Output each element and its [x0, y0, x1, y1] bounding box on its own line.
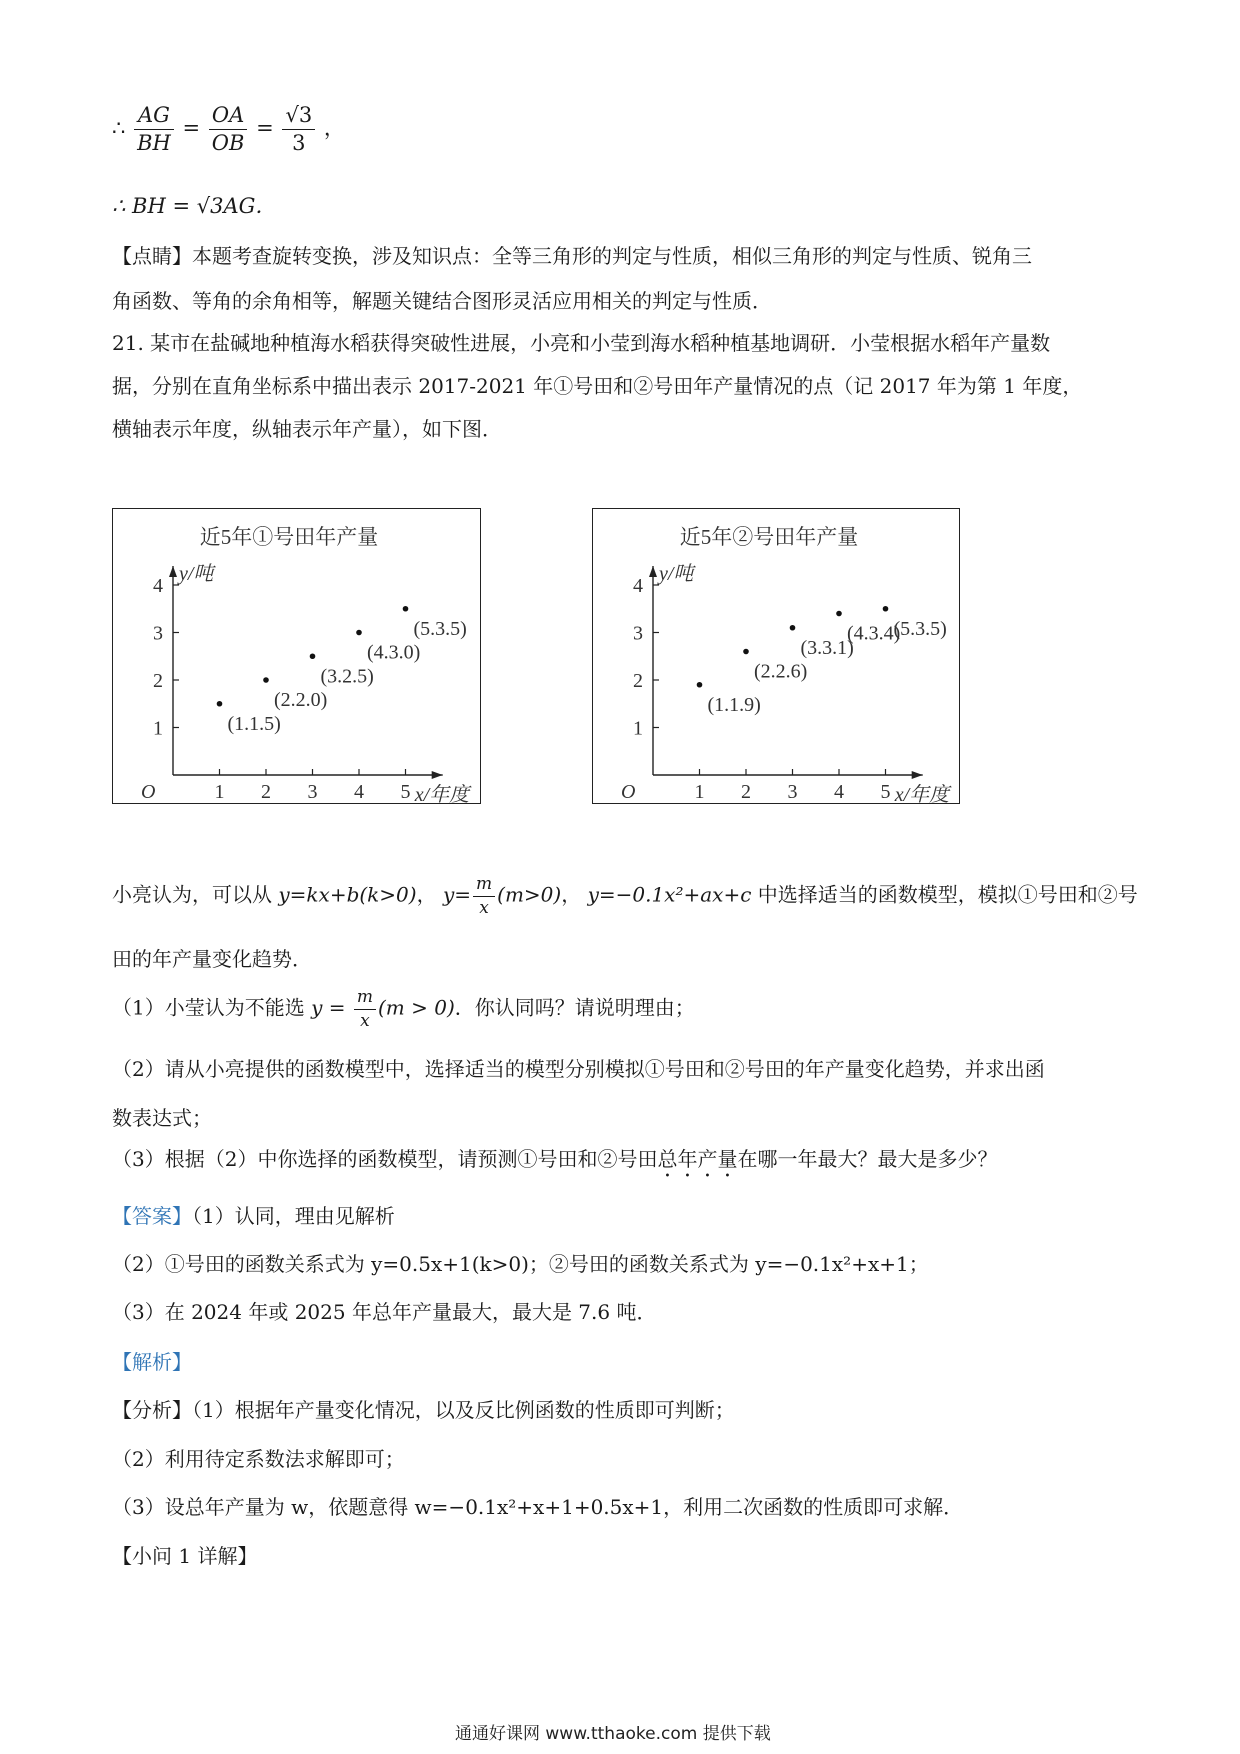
data-point-label: (5.3.5)	[893, 617, 947, 640]
emphasized-text: 总年产量	[657, 1147, 738, 1171]
y-tick-label: 3	[153, 622, 163, 645]
y-axis-label: y/吨	[659, 563, 694, 585]
question-line-2: 据，分别在直角坐标系中描出表示 2017-2021 年①号田和②号田年产量情况的点（记 2017 年为第 1 年度，	[112, 374, 1083, 398]
subquestion-1: （1）小莹认为不能选 y = $\frac{m}{x}$ (m > 0)．你认同吗？请说明理由；	[112, 987, 695, 1031]
model-linear: y=kx+b(k>0)	[278, 882, 417, 907]
y-tick-label: 2	[633, 670, 643, 692]
question-line-1: 21. 某市在盐碱地种植海水稻获得突破性进展，小亮和小莹到海水稻种植基地调研．小莹根据水稻年产量数	[112, 331, 1051, 355]
x-tick-label: 1	[694, 781, 705, 803]
answer-line-1: 【答案】（1）认同，理由见解析	[112, 1204, 395, 1228]
data-point-label: (3.2.5)	[320, 665, 374, 688]
data-point-label: (2.2.0)	[274, 689, 328, 711]
therefore-symbol: ∴	[112, 116, 126, 141]
data-point	[217, 701, 223, 707]
y-tick-label: 4	[153, 575, 163, 597]
models-line-2: 田的年产量变化趋势．	[112, 947, 312, 971]
x-tick-label: 3	[787, 781, 798, 803]
x-tick-label: 2	[261, 781, 271, 803]
model-quadratic: y=−0.1x²+ax+c	[587, 882, 752, 907]
data-point	[883, 606, 889, 612]
x-tick-label: 5	[880, 781, 891, 803]
data-point-label: (1.1.5)	[227, 712, 281, 735]
y-tick-label: 1	[633, 717, 643, 740]
answer-line-2: （2）①号田的函数关系式为 y=0.5x+1(k>0)；②号田的函数关系式为 y=−0.1x²+x+1；	[112, 1252, 929, 1276]
data-point-label: (2.2.6)	[754, 660, 808, 683]
fraction-oa-ob: $\frac{OA}{OB}$	[209, 104, 248, 155]
data-point	[836, 611, 842, 617]
y-tick-label: 2	[153, 670, 163, 692]
origin-label: O	[621, 781, 636, 803]
y-axis-arrow	[169, 566, 177, 577]
chart-field-2-svg	[593, 509, 959, 803]
answer-tag: 【答案】	[112, 1204, 192, 1228]
dianjing-tag: 【点睛】	[112, 244, 192, 268]
x-tick-label: 4	[354, 781, 364, 803]
x-axis-label: x/年度	[894, 784, 950, 803]
dianjing-line-1: 【点睛】本题考查旋转变换，涉及知识点：全等三角形的判定与性质，相似三角形的判定与性质、锐角三	[112, 244, 1032, 268]
page-footer: 通通好课网 www.tthaoke.com 提供下载	[455, 1724, 771, 1744]
data-point	[790, 625, 796, 631]
chart-field-1	[112, 508, 481, 804]
y-axis-arrow	[649, 566, 657, 577]
detail-heading: 【小问 1 详解】	[112, 1544, 258, 1568]
answer-line-3: （3）在 2024 年或 2025 年总年产量最大，最大是 7.6 吨．	[112, 1300, 657, 1324]
subquestion-3: （3）根据（2）中你选择的函数模型，请预测①号田和②号田总年产量在哪一年最大？最大是多少？	[112, 1147, 998, 1171]
data-point-label: (5.3.5)	[413, 617, 467, 640]
data-point	[356, 630, 362, 636]
q1-fraction: $\frac{m}{x}$	[354, 988, 376, 1030]
y-axis-label: y/吨	[179, 563, 214, 585]
question-line-3: 横轴表示年度，纵轴表示年产量），如下图．	[112, 417, 502, 441]
subquestion-2-line-1: （2）请从小亮提供的函数模型中，选择适当的模型分别模拟①号田和②号田的年产量变化趋势，并求出函	[112, 1057, 1045, 1081]
data-point-label: (4.3.0)	[367, 641, 421, 664]
fraction-ag-bh: $\frac{AG}{BH}$	[134, 104, 174, 155]
models-line-1: 小亮认为，可以从 y=kx+b(k>0)， y= $\frac{m}{x}$ (m>0)， y=−0.1x²+ax+c 中选择适当的函数模型，模拟①号田和②号	[112, 874, 1138, 918]
x-tick-label: 3	[307, 781, 318, 803]
x-axis-label: x/年度	[414, 784, 470, 803]
data-point-label: (4.3.4)	[847, 622, 901, 645]
data-point-label: (3.3.1)	[800, 636, 854, 659]
chart-title: 近5年①号田年产量	[199, 525, 379, 549]
x-tick-label: 4	[834, 781, 844, 803]
y-tick-label: 3	[633, 622, 643, 645]
analysis-tag: 【解析】	[112, 1350, 192, 1374]
x-tick-label: 2	[741, 781, 751, 803]
subquestion-2-line-2: 数表达式；	[112, 1106, 212, 1130]
x-tick-label: 5	[400, 781, 411, 803]
y-tick-label: 1	[153, 717, 163, 740]
chart-title: 近5年②号田年产量	[679, 525, 859, 549]
data-point-label: (1.1.9)	[707, 693, 761, 716]
chart-field-2	[592, 508, 960, 804]
x-axis-arrow	[912, 771, 923, 779]
proof-ratio-line: ∴ $\frac{AG}{BH}$ = $\frac{OA}{OB}$ = $\frac{√3}{3}$ ，	[112, 103, 345, 156]
dianjing-line-2: 角函数、等角的余角相等，解题关键结合图形灵活应用相关的判定与性质．	[112, 289, 772, 313]
data-point	[403, 606, 409, 612]
fenxi-tag: 【分析】	[112, 1398, 192, 1422]
chart-field-1-svg	[113, 509, 480, 803]
data-point	[263, 677, 269, 683]
analysis-line-2: （2）利用待定系数法求解即可；	[112, 1447, 405, 1471]
data-point	[310, 653, 316, 659]
analysis-line-1: 【分析】（1）根据年产量变化情况，以及反比例函数的性质即可判断；	[112, 1398, 735, 1422]
fraction-root3-3: $\frac{√3}{3}$	[282, 104, 315, 155]
proof-conclusion: ∴ BH = √3AG．	[112, 194, 277, 218]
x-tick-label: 1	[214, 781, 225, 803]
y-tick-label: 4	[633, 575, 643, 597]
model-inverse-fraction: $\frac{m}{x}$	[473, 875, 495, 917]
data-point	[697, 682, 703, 688]
data-point	[743, 649, 749, 655]
analysis-line-3: （3）设总年产量为 w，依题意得 w=−0.1x²+x+1+0.5x+1，利用二次函数的性质即可求解．	[112, 1495, 964, 1519]
origin-label: O	[141, 781, 156, 803]
x-axis-arrow	[432, 771, 443, 779]
